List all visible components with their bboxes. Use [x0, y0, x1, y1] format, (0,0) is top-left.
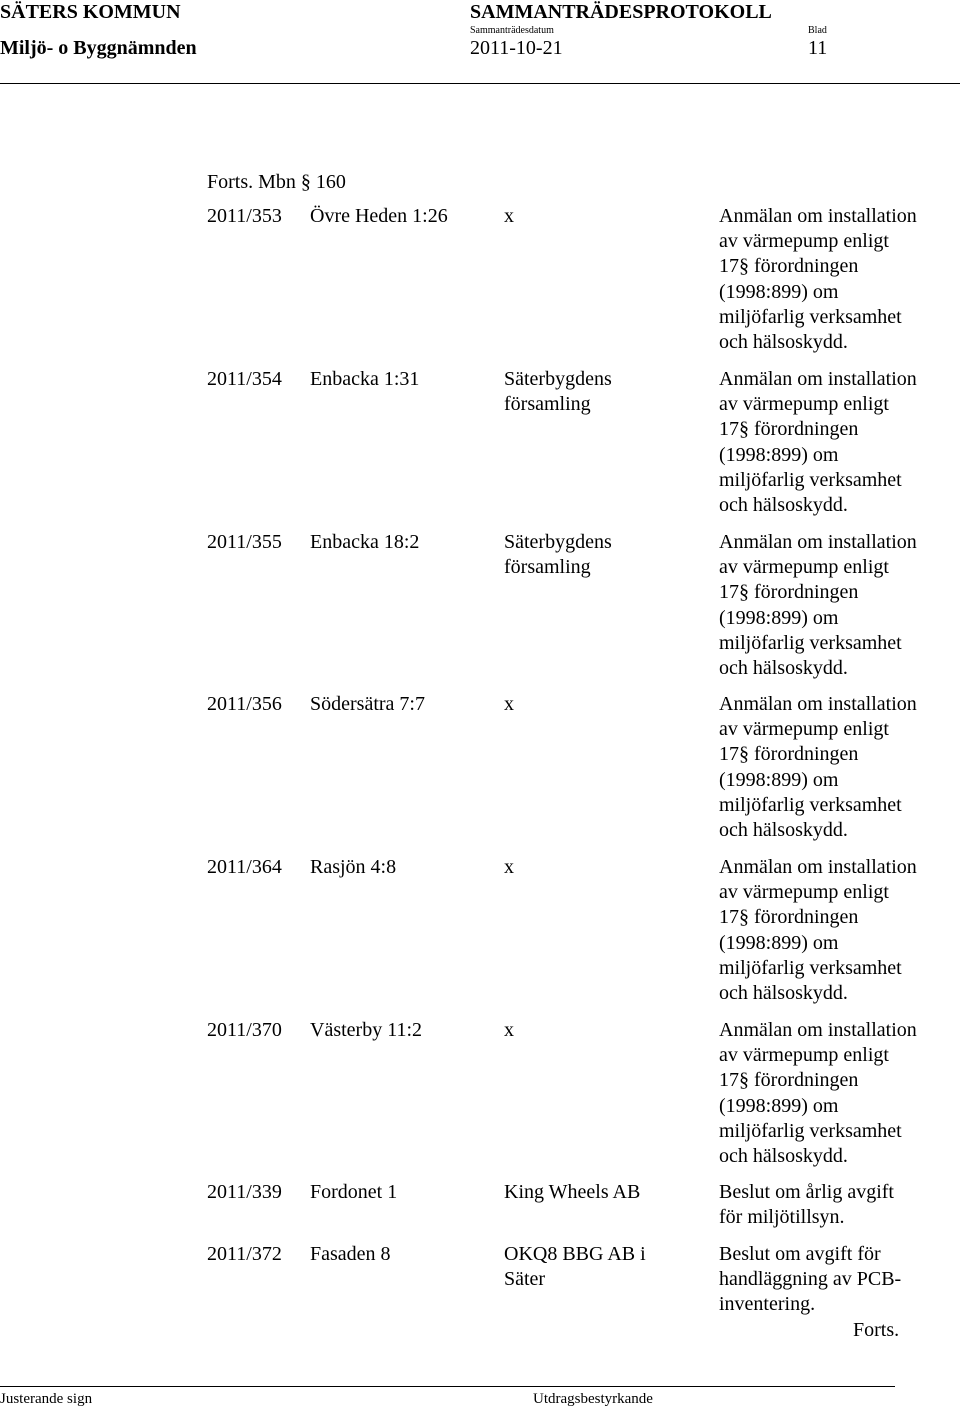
header-divider [0, 83, 960, 84]
entry-description-line: 17§ förordningen [719, 581, 859, 604]
party-name-line: King Wheels AB [504, 1181, 641, 1203]
party-name [504, 1018, 514, 1043]
party-name [504, 692, 514, 717]
entry-description-line: Anmälan om installation [719, 1019, 917, 1041]
party-name [504, 855, 514, 880]
entry-description-line: och hälsoskydd. [719, 819, 848, 842]
party-name [504, 1180, 640, 1205]
party-name-line: x [504, 856, 514, 878]
entry-description-line: 17§ förordningen [719, 906, 859, 929]
entry-description-line: miljöfarlig verksamhet [719, 793, 902, 816]
entry-description-line: Anmälan om installation [719, 368, 917, 390]
footer-divider [0, 1386, 895, 1387]
entry-description [719, 1180, 894, 1230]
case-number: 2011/353 [207, 205, 282, 227]
entry-description [719, 204, 917, 355]
entry-description-line: Anmälan om installation [719, 531, 917, 553]
entry-description [719, 1018, 917, 1169]
entry-description-line: av värmepump enligt [719, 1044, 889, 1067]
party-name-line: Säter [504, 1268, 546, 1291]
entry-description [719, 692, 917, 843]
entry-description-line: 17§ förordningen [719, 255, 859, 278]
case-number: 2011/339 [207, 1181, 282, 1203]
page-number: 11 [808, 37, 828, 59]
party-name-line: Säterbygdens [504, 368, 612, 390]
property-name: Enbacka 18:2 [310, 531, 420, 553]
case-number: 2011/372 [207, 1243, 282, 1265]
footer-certify-label: Utdragsbestyrkande [533, 1391, 653, 1407]
entry-description-line: Anmälan om installation [719, 205, 917, 227]
entry-description-line: och hälsoskydd. [719, 1145, 848, 1168]
entry-description-line: (1998:899) om [719, 280, 839, 303]
party-name [504, 367, 612, 417]
entry-description-line: och hälsoskydd. [719, 982, 848, 1005]
property-name: Rasjön 4:8 [310, 856, 397, 878]
entry-description-line: Beslut om avgift för [719, 1243, 881, 1265]
board-name: Miljö- o Byggnämnden [0, 37, 197, 59]
party-name-line: Säterbygdens [504, 531, 612, 553]
entry-description-line: av värmepump enligt [719, 393, 889, 416]
party-name [504, 204, 514, 229]
property-name: Södersätra 7:7 [310, 693, 425, 715]
entry-description-line: och hälsoskydd. [719, 494, 848, 517]
entry-description-line: 17§ förordningen [719, 418, 859, 441]
entry-description-line: Anmälan om installation [719, 693, 917, 715]
entry-description-line: 17§ förordningen [719, 1069, 859, 1092]
property-name: Övre Heden 1:26 [310, 205, 448, 227]
entry-description-line: inventering. [719, 1293, 816, 1316]
entry-description [719, 530, 917, 681]
case-number: 2011/364 [207, 856, 282, 878]
case-number: 2011/370 [207, 1019, 282, 1041]
entry-description-line: (1998:899) om [719, 768, 839, 791]
property-name: Fordonet 1 [310, 1181, 398, 1203]
entry-description-line: 17§ förordningen [719, 743, 859, 766]
protocol-title: SAMMANTRÄDESPROTOKOLL [470, 1, 772, 23]
entry-description-line: för miljötillsyn. [719, 1206, 845, 1229]
entry-description-line: miljöfarlig verksamhet [719, 305, 902, 328]
party-name-line: OKQ8 BBG AB i [504, 1243, 646, 1265]
party-name-line: x [504, 693, 514, 715]
municipality-name: SÄTERS KOMMUN [0, 1, 181, 23]
entry-description-line: miljöfarlig verksamhet [719, 956, 902, 979]
property-name: Fasaden 8 [310, 1243, 391, 1265]
entry-description-line: Beslut om årlig avgift [719, 1181, 894, 1203]
party-name-line: församling [504, 393, 591, 416]
entry-description-line: miljöfarlig verksamhet [719, 1119, 902, 1142]
entry-description-line: av värmepump enligt [719, 230, 889, 253]
entry-description [719, 1242, 901, 1318]
entry-description-line: (1998:899) om [719, 931, 839, 954]
party-name-line: församling [504, 556, 591, 579]
entry-description-line: miljöfarlig verksamhet [719, 468, 902, 491]
party-name [504, 530, 612, 580]
entry-description-line: och hälsoskydd. [719, 657, 848, 680]
entry-description-line: handläggning av PCB- [719, 1268, 902, 1291]
entry-description-line: Anmälan om installation [719, 856, 917, 878]
date-label: Sammanträdesdatum [470, 25, 554, 36]
page-label: Blad [808, 25, 827, 36]
property-name: Enbacka 1:31 [310, 368, 420, 390]
case-number: 2011/356 [207, 693, 282, 715]
continues-label: Forts. [853, 1319, 900, 1341]
party-name-line: x [504, 1019, 514, 1041]
entry-description-line: av värmepump enligt [719, 881, 889, 904]
entry-description-line: av värmepump enligt [719, 556, 889, 579]
footer-sign-label: Justerande sign [0, 1391, 93, 1407]
entry-description [719, 855, 917, 1006]
party-name-line: x [504, 205, 514, 227]
continuation-label: Forts. Mbn § 160 [207, 171, 346, 193]
meeting-date: 2011-10-21 [470, 37, 563, 59]
entry-description-line: och hälsoskydd. [719, 331, 848, 354]
party-name [504, 1242, 646, 1292]
entry-description-line: av värmepump enligt [719, 718, 889, 741]
property-name: Västerby 11:2 [310, 1019, 423, 1041]
entry-description-line: (1998:899) om [719, 443, 839, 466]
case-number: 2011/354 [207, 368, 282, 390]
case-number: 2011/355 [207, 531, 282, 553]
entry-description-line: (1998:899) om [719, 1094, 839, 1117]
entry-description [719, 367, 917, 518]
entry-description-line: (1998:899) om [719, 606, 839, 629]
entry-description-line: miljöfarlig verksamhet [719, 631, 902, 654]
